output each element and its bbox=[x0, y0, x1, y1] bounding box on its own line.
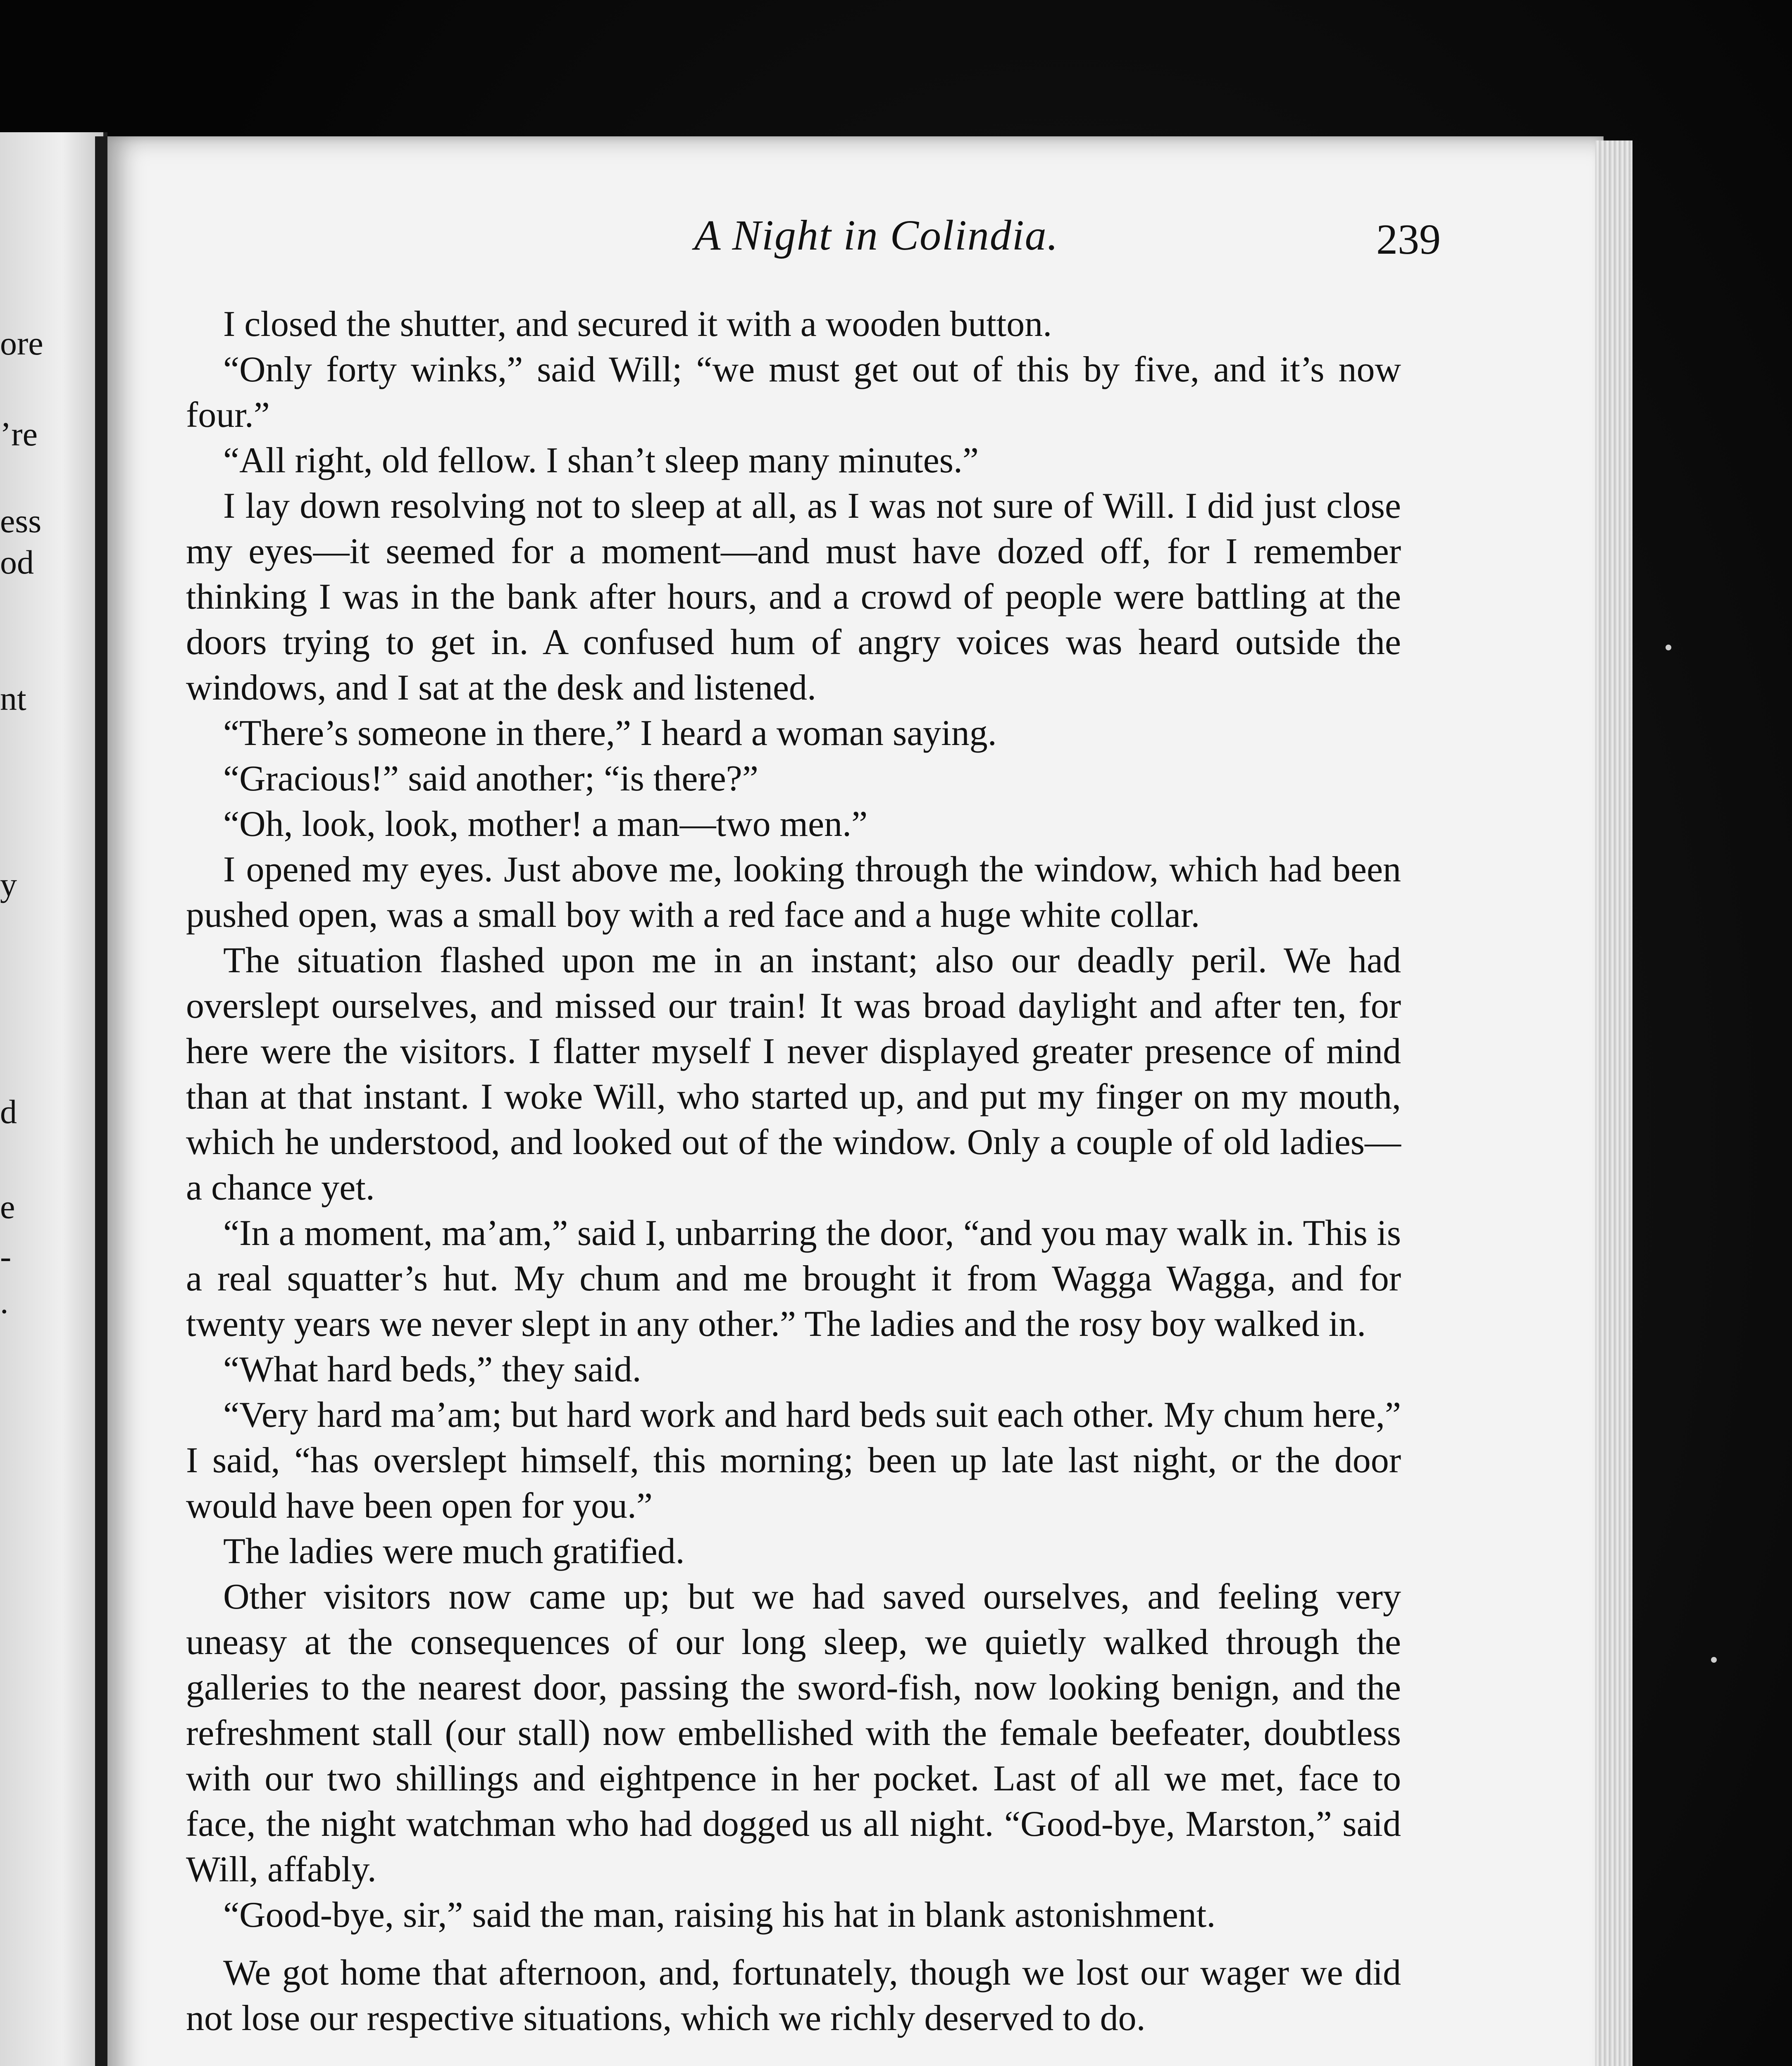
left-facing-page bbox=[0, 132, 107, 2066]
left-page-fragment: ore bbox=[0, 324, 43, 362]
page-edge-stack bbox=[1595, 140, 1632, 2066]
paragraph: “What hard beds,” they said. bbox=[223, 1350, 641, 1390]
left-page-fragment: ’re bbox=[0, 415, 38, 453]
paragraph: “Oh, look, look, mother! a man—two men.” bbox=[223, 804, 868, 844]
left-page-fragment: nt bbox=[0, 680, 26, 717]
book-page bbox=[95, 136, 1604, 2066]
paragraph: “There’s someone in there,” I heard a woman saying. bbox=[223, 713, 997, 753]
paragraph: I opened my eyes. Just above me, looking through the window, which had been pushed open, was a small boy with a red face and a huge white collar. bbox=[186, 850, 1401, 935]
dust-speck bbox=[1666, 645, 1671, 650]
paragraph: “In a moment, ma’am,” said I, unbarring the door, “and you may walk in. This is a real squatter’s hut. My chum and me brought it from Wagga Wagga, and for twenty years we never slept in any other.” The ladies and the rosy boy walked in. bbox=[186, 1213, 1401, 1344]
left-page-fragment: - bbox=[0, 1238, 12, 1275]
running-title: A Night in Colindia. bbox=[694, 212, 1059, 259]
paragraph: I closed the shutter, and secured it with a wooden button. bbox=[223, 304, 1052, 344]
dust-speck bbox=[1711, 1657, 1717, 1663]
left-page-fragment: e bbox=[0, 1188, 15, 1226]
left-page-fragment: y bbox=[0, 866, 17, 903]
paragraph: The ladies were much gratified. bbox=[223, 1531, 685, 1571]
page-header bbox=[570, 211, 1562, 269]
left-page-fragment: ess bbox=[0, 502, 42, 540]
paragraph: Other visitors now came up; but we had saved ourselves, and feeling very uneasy at the consequences of our long sleep, we quietly walked through the galleries to the nearest door, passing the sword-fish, now looking benign, and the refreshment stall (our stall) now embellished with the female beefeater, doubtless with our two shillings and eightpence in her pocket. Last of all we met, face to face, the night watchman who had dogged us all night. “Good-bye, Marston,” said Will, affably. bbox=[186, 1577, 1401, 1890]
paragraph: We got home that afternoon, and, fortunately, though we lost our wager we did not lose our respective situations, which we richly deserved to do. bbox=[186, 1953, 1401, 2038]
body-text bbox=[186, 302, 1401, 2041]
paragraph: The situation flashed upon me in an instant; also our deadly peril. We had overslept ourselves, and missed our train! It was broad daylight and after ten, for here were the visitors. I flatter myself I never displayed greater presence of mind than at that instant. I woke Will, who started up, and put my finger on my mouth, which he understood, and looked out of the window. Only a couple of old ladies—a chance yet. bbox=[186, 940, 1401, 1208]
left-page-fragment: . bbox=[0, 1283, 9, 1321]
page-number: 239 bbox=[1376, 216, 1441, 263]
paragraph: “Good-bye, sir,” said the man, raising his hat in blank astonishment. bbox=[223, 1895, 1216, 1935]
paragraph: I lay down resolving not to sleep at all, as I was not sure of Will. I did just close my eyes—it seemed for a moment—and must have dozed off, for I remember thinking I was in the bank after hours, and a crowd of people were battling at the doors trying to get in. A confused hum of angry voices was heard outside the windows, and I sat at the desk and listened. bbox=[186, 486, 1401, 708]
paragraph: “Only forty winks,” said Will; “we must get out of this by five, and it’s now four.” bbox=[186, 350, 1401, 435]
left-page-fragment: d bbox=[0, 1093, 17, 1131]
left-page-fragment: od bbox=[0, 543, 34, 581]
paragraph: “Gracious!” said another; “is there?” bbox=[223, 759, 758, 799]
paragraph: “All right, old fellow. I shan’t sleep many minutes.” bbox=[223, 440, 979, 481]
paragraph: “Very hard ma’am; but hard work and hard beds suit each other. My chum here,” I said, “has overslept himself, this morning; been up late last night, or the door would have been open for you.” bbox=[186, 1395, 1401, 1526]
